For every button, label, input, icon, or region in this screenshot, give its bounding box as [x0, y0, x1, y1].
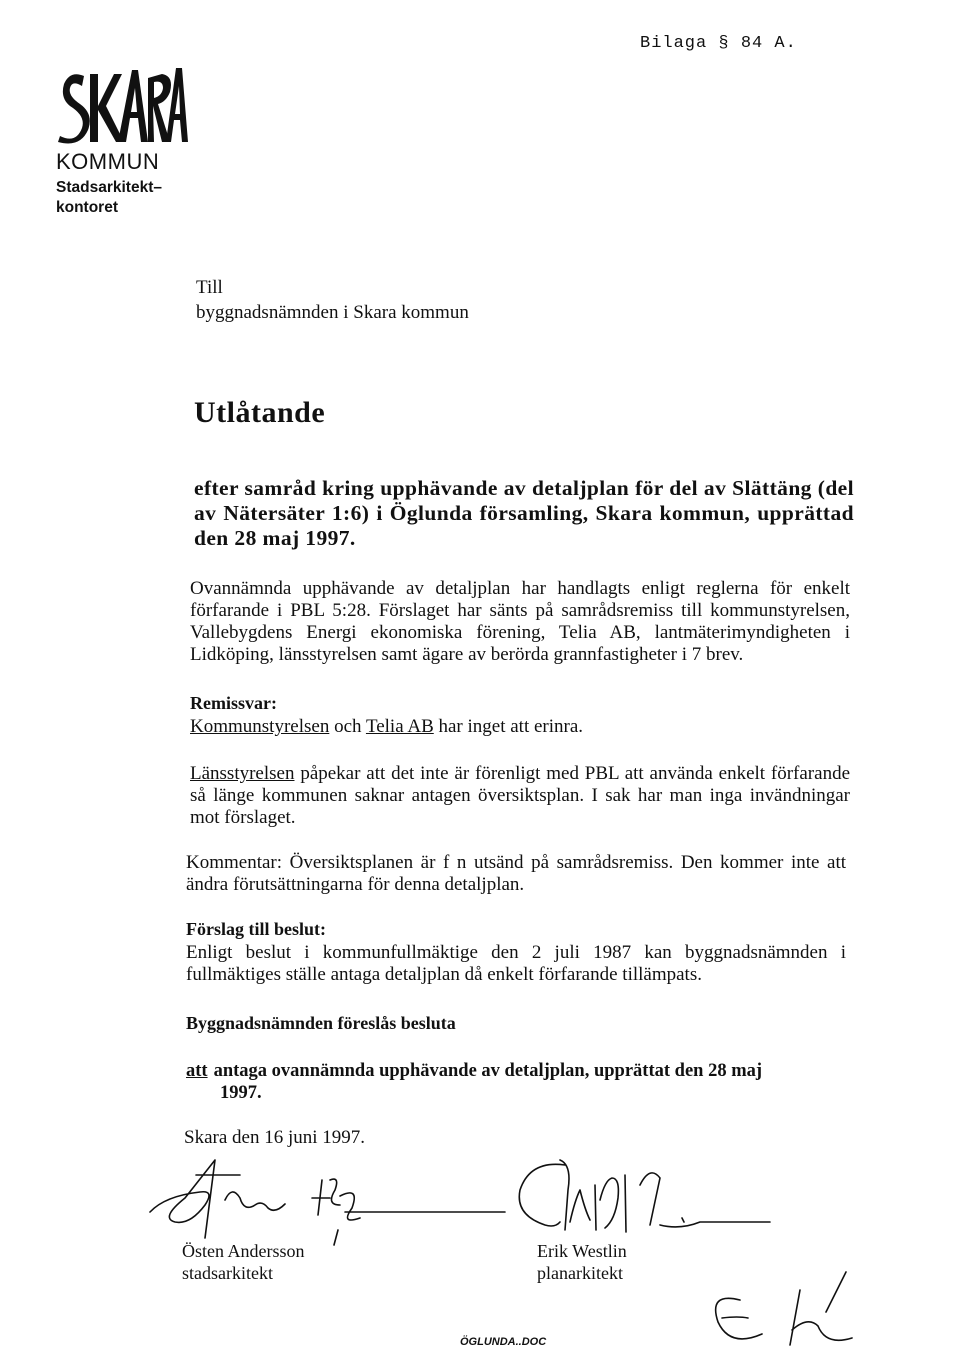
date-line: Skara den 16 juni 1997. — [184, 1127, 366, 1148]
och-word: och — [334, 716, 362, 737]
skara-logo — [58, 66, 188, 151]
subject: efter samråd kring upphävande av detaljplan för del av Slättäng (del av Nätersäter 1:6) i Öglunda församling, Skara kommun, upprättad den 28 maj 1997. — [194, 476, 854, 550]
lansstyrelsen-paragraph — [190, 763, 850, 829]
lansstyrelsen-text: påpekar att det inte är förenligt med PBL att använda enkelt förfarande så länge kommunen saknar antagen översiktsplan. I sak har man inga invändningar mot förslaget. — [190, 763, 850, 828]
remissvar-heading: Remissvar: — [190, 693, 277, 713]
forslag-heading: Förslag till beslut: — [186, 919, 326, 939]
department — [56, 178, 162, 218]
decision-text-line-2: 1997. — [220, 1083, 262, 1103]
att-word: att — [186, 1061, 208, 1081]
party-kommunstyrelsen: Kommunstyrelsen — [190, 716, 330, 737]
kommentar-paragraph: Kommentar: Översiktsplanen är f n utsänd på samrådsremiss. Den kommer inte att ändra förutsättningarna för denna detaljplan. — [186, 852, 846, 895]
signatory-1-name: Östen Andersson — [182, 1241, 305, 1261]
signatory-2-name: Erik Westlin — [537, 1241, 627, 1261]
forslag-text: Enligt beslut i kommunfullmäktige den 2 juli 1987 kan byggnadsnämnden i fullmäktiges ställe antaga detaljplan då enkelt förfarande tillämpats. — [186, 942, 846, 985]
remissvar-line — [190, 716, 583, 738]
attachment-label: Bilaga § 84 A. — [640, 34, 797, 53]
party-lansstyrelsen: Länsstyrelsen — [190, 763, 295, 784]
signatory-1-title: stadsarkitekt — [182, 1263, 273, 1283]
signatory-2-title: planarkitekt — [537, 1263, 623, 1283]
org-name: KOMMUN — [56, 149, 160, 174]
department-line-2: kontoret — [56, 199, 118, 216]
signature-2 — [519, 1160, 770, 1232]
remissvar-rest: har inget att erinra. — [438, 716, 584, 737]
signatory-1 — [182, 1240, 305, 1284]
recipient — [196, 277, 469, 324]
signature-1 — [150, 1160, 285, 1238]
skara-logo-mark — [58, 66, 188, 146]
initials-mark — [716, 1272, 852, 1345]
party-telia: Telia AB — [365, 716, 434, 737]
document-filename: ÖGLUNDA..DOC — [460, 1336, 547, 1348]
recipient-line-1: Till — [196, 277, 223, 298]
department-line-1: Stadsarkitekt– — [56, 179, 162, 196]
decision-text — [186, 1060, 846, 1104]
recipient-line-2: byggnadsnämnden i Skara kommun — [196, 302, 469, 323]
page-title: Utlåtande — [194, 396, 326, 429]
decision-heading: Byggnadsnämnden föreslås besluta — [186, 1013, 456, 1033]
signature-1-initials — [312, 1179, 505, 1245]
decision-line-1 — [186, 1060, 846, 1082]
intro-paragraph: Ovannämnda upphävande av detaljplan har handlagts enligt reglerna för enkelt förfarande i PBL 5:28. Förslaget har sänts på samrådsremiss till kommunstyrelsen, Vallebygdens Energi ekonomiska förening, Telia AB, lantmäterimyndigheten i Lidköping, länsstyrelsen samt ägare av berörda grannfastigheter i 7 brev. — [190, 578, 850, 665]
decision-text-line-1: antaga ovannämnda upphävande av detaljplan, upprättat den 28 maj — [213, 1061, 763, 1081]
signatory-2 — [537, 1240, 627, 1284]
